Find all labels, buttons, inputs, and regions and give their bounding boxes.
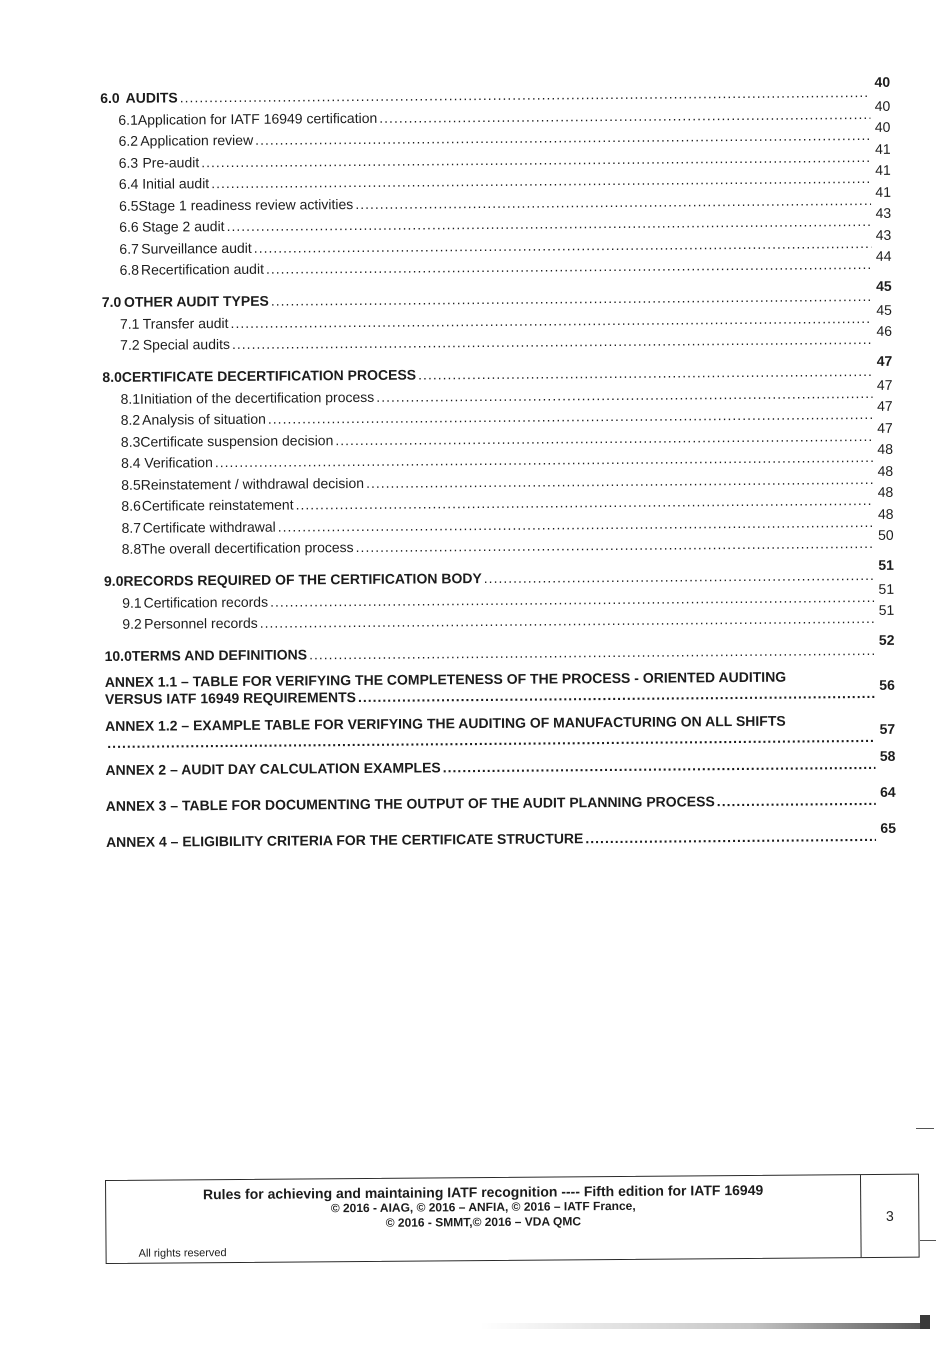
subsection-number: 8.8 <box>121 540 142 557</box>
toc-annex <box>105 747 896 788</box>
dot-leader <box>443 756 876 776</box>
section-title: TERMS AND DEFINITIONS <box>131 646 308 664</box>
subsection-number: 6.8 <box>119 261 140 278</box>
footer-rights: All rights reserved <box>138 1247 227 1260</box>
subsection-page: 48 <box>877 505 894 522</box>
toc-annex <box>105 819 897 860</box>
annex-page: 64 <box>880 783 896 800</box>
subsection-page: 41 <box>875 183 892 200</box>
subsection-page: 40 <box>874 118 891 135</box>
subsection-title: Application for IATF 16949 certification <box>137 109 378 128</box>
subsection-title: Stage 2 audit <box>141 218 225 235</box>
subsection-number: 7.2 <box>120 336 140 353</box>
section-page: 52 <box>878 631 895 648</box>
toc-annex <box>105 783 896 824</box>
subsection-title: Initial audit <box>142 175 210 192</box>
subsection-title: Analysis of situation <box>142 410 266 428</box>
section-title: AUDITS <box>125 89 178 106</box>
scan-corner <box>920 1315 930 1329</box>
annex-title-line <box>105 783 896 815</box>
subsection-number: 6.2 <box>118 132 139 149</box>
subsection-page: 47 <box>877 419 893 436</box>
subsection-number: 6.6 <box>119 218 139 235</box>
subsection-number: 6.3 <box>118 154 139 171</box>
annex-title-cont: VERSUS IATF 16949 REQUIREMENTS <box>104 689 356 707</box>
subsection-number: 7.1 <box>119 315 140 332</box>
subsection-page: 40 <box>874 97 891 114</box>
subsection-page: 51 <box>878 580 895 597</box>
section-title: CERTIFICATE DECERTIFICATION PROCESS <box>121 366 417 385</box>
subsection-title: Reinstatement / withdrawal decision <box>140 474 365 493</box>
annex-page: 56 <box>879 676 895 693</box>
subsection-number: 8.6 <box>121 497 141 514</box>
subsection-number: 9.1 <box>122 594 142 611</box>
subsection-page: 48 <box>877 462 894 479</box>
subsection-title: Stage 1 readiness review activities <box>138 195 354 214</box>
section-number: 6.0 <box>100 89 120 106</box>
dot-leader <box>484 567 875 586</box>
annex-page: 65 <box>880 819 897 836</box>
subsection-page: 46 <box>876 322 893 339</box>
page-footer <box>105 1174 920 1264</box>
toc-annex <box>105 668 895 708</box>
subsection-number: 6.7 <box>119 240 139 257</box>
scan-shadow <box>480 1323 930 1329</box>
annex-page: 57 <box>879 720 896 737</box>
subsection-number: 6.4 <box>118 175 139 192</box>
subsection-title: Certificate suspension decision <box>140 431 334 450</box>
subsection-page: 50 <box>878 526 894 543</box>
subsection-title: Application review <box>140 131 254 149</box>
subsection-title: Recertification audit <box>140 260 264 278</box>
subsection-title: Transfer audit <box>142 314 229 332</box>
subsection-number: 6.1 <box>118 111 138 128</box>
annex-title-line1: ANNEX 1.2 – EXAMPLE TABLE FOR VERIFYING THE AUDITING OF MANUFACTURING ON ALL SHIFTS <box>105 712 786 734</box>
footer-copyright-line1: © 2016 - AIAG, © 2016 – ANFIA, © 2016 – IATF France, <box>330 1198 636 1216</box>
dot-leader <box>232 331 873 352</box>
subsection-page: 48 <box>877 483 894 500</box>
subsection-number: 8.1 <box>120 390 141 407</box>
annex-title-line <box>105 747 896 779</box>
subsection-title: Surveillance audit <box>141 239 252 257</box>
dot-leader <box>356 535 875 555</box>
subsection-page: 44 <box>875 247 892 264</box>
toc-section-row <box>104 632 894 664</box>
annex-title: ANNEX 2 – AUDIT DAY CALCULATION EXAMPLES <box>105 759 441 778</box>
section-title: OTHER AUDIT TYPES <box>123 292 269 310</box>
section-number: 9.0 <box>103 572 124 589</box>
annex-title-line1: ANNEX 1.1 – TABLE FOR VERIFYING THE COMPLETENESS OF THE PROCESS - ORIENTED AUDITING <box>104 668 787 690</box>
dot-leader <box>260 610 875 631</box>
subsection-title: The overall decertification process <box>141 539 354 557</box>
dot-leader <box>585 828 876 847</box>
section-page: 40 <box>874 73 891 90</box>
subsection-page: 48 <box>877 440 894 457</box>
subsection-number: 8.7 <box>121 519 142 536</box>
section-page: 51 <box>878 556 894 573</box>
scan-mark <box>916 1128 934 1129</box>
section-page: 47 <box>876 352 893 369</box>
footer-page-number: 3 <box>885 1207 894 1224</box>
scan-mark <box>920 1240 936 1241</box>
subsection-title: Personnel records <box>144 614 258 632</box>
subsection-number: 8.2 <box>120 411 141 428</box>
annex-title: ANNEX 4 – ELIGIBILITY CRITERIA FOR THE CERTIFICATE STRUCTURE <box>105 830 584 850</box>
annex-page: 58 <box>879 747 896 764</box>
subsection-number: 8.3 <box>120 433 141 450</box>
subsection-page: 43 <box>875 204 892 221</box>
subsection-page: 41 <box>874 140 891 157</box>
annex-title-line <box>105 819 897 851</box>
subsection-title: Certificate withdrawal <box>142 518 276 536</box>
subsection-title: Certification records <box>143 593 269 611</box>
subsection-page: 47 <box>876 376 893 393</box>
subsection-title: Certificate reinstatement <box>141 496 294 514</box>
footer-title: Rules for achieving and maintaining IATF recognition ---- Fifth edition for IATF 16949 <box>202 1181 764 1203</box>
footer-main-cell <box>106 1175 862 1263</box>
subsection-number: 9.2 <box>122 615 142 632</box>
section-number: 8.0 <box>102 368 122 385</box>
dot-leader <box>717 792 877 810</box>
subsection-page: 45 <box>876 301 892 318</box>
section-number: 7.0 <box>101 293 122 310</box>
subsection-page: 47 <box>876 397 893 414</box>
dot-leader <box>309 642 875 662</box>
dot-leader <box>266 256 872 277</box>
annex-title: ANNEX 3 – TABLE FOR DOCUMENTING THE OUTPUT OF THE AUDIT PLANNING PROCESS <box>105 793 715 814</box>
subsection-page: 41 <box>875 161 891 178</box>
subsection-title: Special audits <box>142 335 231 353</box>
section-number: 10.0 <box>104 647 132 664</box>
subsection-title: Pre-audit <box>142 153 200 171</box>
subsection-page: 51 <box>878 601 895 618</box>
table-of-contents <box>100 68 896 860</box>
section-page: 45 <box>876 277 892 294</box>
subsection-number: 8.4 <box>120 454 141 471</box>
subsection-number: 6.5 <box>118 197 139 214</box>
dot-leader <box>358 685 876 706</box>
subsection-title: Initiation of the decertification process <box>139 388 375 407</box>
footer-copyright-line2: © 2016 - SMMT,© 2016 – VDA QMC <box>385 1214 582 1230</box>
section-title: RECORDS REQUIRED OF THE CERTIFICATION BODY <box>123 570 482 589</box>
toc-annex <box>105 712 895 752</box>
subsection-title: Verification <box>144 454 213 471</box>
subsection-page: 43 <box>875 226 892 243</box>
subsection-number: 8.5 <box>121 476 141 493</box>
